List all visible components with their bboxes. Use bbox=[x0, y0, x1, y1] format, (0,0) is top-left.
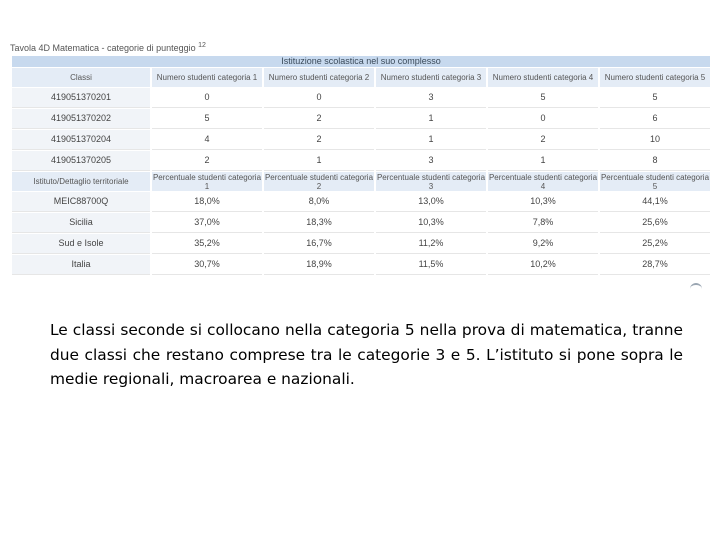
territory-column-header: Percentuale studenti categoria 5 bbox=[600, 172, 710, 191]
table-cell: 2 bbox=[264, 130, 374, 150]
table-row bbox=[12, 192, 710, 212]
table-cell: 1 bbox=[264, 151, 374, 171]
table-cell: 16,7% bbox=[264, 234, 374, 254]
table-cell: 5 bbox=[488, 88, 598, 108]
territory-row-label: Sicilia bbox=[12, 213, 150, 233]
table-cell: 2 bbox=[152, 151, 262, 171]
table-title-text: Tavola 4D Matematica - categorie di punteggio bbox=[10, 43, 199, 53]
class-column-header: Numero studenti categoria 5 bbox=[600, 68, 710, 87]
class-row-label: 419051370204 bbox=[12, 130, 150, 150]
table-cell: 7,8% bbox=[488, 213, 598, 233]
class-row-label: 419051370202 bbox=[12, 109, 150, 129]
territory-column-header: Percentuale studenti categoria 3 bbox=[376, 172, 486, 191]
table-cell: 2 bbox=[488, 130, 598, 150]
table-cell: 2 bbox=[264, 109, 374, 129]
group-header-row bbox=[12, 56, 710, 67]
table-cell: 8,0% bbox=[264, 192, 374, 212]
table-row bbox=[12, 151, 710, 171]
table-cell: 10,3% bbox=[488, 192, 598, 212]
table-cell: 10 bbox=[600, 130, 710, 150]
class-column-header: Numero studenti categoria 4 bbox=[488, 68, 598, 87]
table-cell: 0 bbox=[488, 109, 598, 129]
class-row-label: 419051370201 bbox=[12, 88, 150, 108]
table-cell: 3 bbox=[376, 88, 486, 108]
class-header-row bbox=[12, 68, 710, 87]
table-row bbox=[12, 130, 710, 150]
table-title bbox=[10, 42, 270, 53]
territory-row-label: Italia bbox=[12, 255, 150, 275]
table-cell: 30,7% bbox=[152, 255, 262, 275]
results-table-container bbox=[10, 55, 712, 287]
table-cell: 1 bbox=[376, 130, 486, 150]
territory-column-header: Percentuale studenti categoria 1 bbox=[152, 172, 262, 191]
scroll-indicator-icon bbox=[690, 283, 702, 291]
table-cell: 8 bbox=[600, 151, 710, 171]
table-cell: 9,2% bbox=[488, 234, 598, 254]
table-cell: 18,3% bbox=[264, 213, 374, 233]
table-cell: 11,2% bbox=[376, 234, 486, 254]
table-cell: 44,1% bbox=[600, 192, 710, 212]
table-cell: 18,0% bbox=[152, 192, 262, 212]
table-cell: 25,2% bbox=[600, 234, 710, 254]
territory-column-header: Percentuale studenti categoria 4 bbox=[488, 172, 598, 191]
table-cell: 3 bbox=[376, 151, 486, 171]
table-cell: 18,9% bbox=[264, 255, 374, 275]
table-cell: 37,0% bbox=[152, 213, 262, 233]
table-row bbox=[12, 88, 710, 108]
class-column-header: Numero studenti categoria 1 bbox=[152, 68, 262, 87]
territory-column-header: Percentuale studenti categoria 2 bbox=[264, 172, 374, 191]
table-row bbox=[12, 255, 710, 275]
table-cell: 25,6% bbox=[600, 213, 710, 233]
table-cell: 13,0% bbox=[376, 192, 486, 212]
class-column-header: Numero studenti categoria 2 bbox=[264, 68, 374, 87]
territory-row-label: MEIC88700Q bbox=[12, 192, 150, 212]
table-row bbox=[12, 213, 710, 233]
table-row bbox=[12, 234, 710, 254]
table-row bbox=[12, 109, 710, 129]
commentary-paragraph: Le classi seconde si collocano nella categoria 5 nella prova di matematica, tranne due classi che restano comprese tra le categorie 3 e 5. L’istituto si pone sopra le medie regionali, macroarea e nazionali. bbox=[50, 321, 683, 388]
table-cell: 10,2% bbox=[488, 255, 598, 275]
class-column-header: Numero studenti categoria 3 bbox=[376, 68, 486, 87]
table-cell: 0 bbox=[264, 88, 374, 108]
class-column-header: Classi bbox=[12, 68, 150, 87]
results-table bbox=[10, 55, 712, 276]
table-cell: 5 bbox=[600, 88, 710, 108]
table-cell: 11,5% bbox=[376, 255, 486, 275]
table-cell: 5 bbox=[152, 109, 262, 129]
table-cell: 35,2% bbox=[152, 234, 262, 254]
table-cell: 6 bbox=[600, 109, 710, 129]
table-cell: 28,7% bbox=[600, 255, 710, 275]
territory-column-header: Istituto/Dettaglio territoriale bbox=[12, 172, 150, 191]
table-cell: 1 bbox=[488, 151, 598, 171]
table-cell: 4 bbox=[152, 130, 262, 150]
table-cell: 10,3% bbox=[376, 213, 486, 233]
table-cell: 0 bbox=[152, 88, 262, 108]
territory-header-row bbox=[12, 172, 710, 191]
group-header: Istituzione scolastica nel suo complesso bbox=[12, 56, 710, 67]
territory-row-label: Sud e Isole bbox=[12, 234, 150, 254]
table-title-superscript: 12 bbox=[198, 42, 206, 49]
class-row-label: 419051370205 bbox=[12, 151, 150, 171]
table-cell: 1 bbox=[376, 109, 486, 129]
